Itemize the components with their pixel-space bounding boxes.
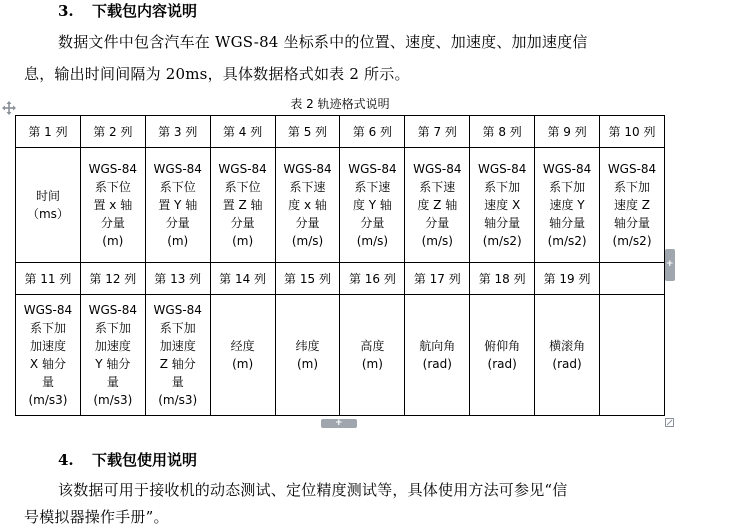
table-cell-text: WGS-84 系下加 速度 Z 轴分量 (m/s2)	[607, 162, 657, 248]
table-cell-text: 第 12 列	[89, 271, 137, 286]
column-header-cell	[340, 263, 405, 295]
column-header-cell	[405, 263, 470, 295]
field-description-cell	[80, 295, 145, 416]
resize-corner-icon[interactable]	[665, 418, 674, 427]
section-3-number: 3.	[58, 2, 74, 20]
column-header-cell	[80, 263, 145, 295]
table-cell-text: 第 1 列	[28, 124, 68, 139]
trajectory-format-table	[15, 115, 665, 416]
table-cell-text: 第 17 列	[413, 271, 461, 286]
column-header-cell	[275, 116, 340, 148]
column-header-cell	[275, 263, 340, 295]
table-header-row-2	[16, 263, 665, 295]
section-3-title: 下载包内容说明	[92, 2, 198, 20]
field-description-cell	[275, 148, 340, 263]
column-header-cell	[340, 116, 405, 148]
section-4-heading	[58, 449, 197, 470]
table-cell-text: 第 11 列	[24, 271, 72, 286]
table-cell-text: WGS-84 系下位 置 x 轴 分量 (m)	[88, 162, 138, 248]
column-header-cell	[210, 263, 275, 295]
table-caption: 表 2 轨迹格式说明	[290, 97, 390, 111]
column-header-cell	[16, 116, 81, 148]
table-cell-text: WGS-84 系下加 速度 X 轴分量 (m/s2)	[477, 162, 527, 248]
column-header-cell	[600, 263, 665, 295]
table-cell-text: 第 4 列	[222, 124, 263, 139]
table-cell-text: 第 14 列	[219, 271, 267, 286]
table-cell-text: 第 3 列	[158, 124, 198, 139]
field-description-cell	[340, 148, 405, 263]
column-header-cell	[600, 116, 665, 148]
table-cell-text: WGS-84 系下速 度 Z 轴 分量 (m/s)	[413, 162, 462, 248]
field-description-cell	[210, 295, 275, 416]
table-cell-text: WGS-84 系下加 速度 Y 轴分量 (m/s2)	[542, 162, 592, 248]
table-cell-text: 第 19 列	[543, 271, 591, 286]
field-description-cell	[405, 295, 470, 416]
table-header-row-1	[16, 116, 665, 148]
section-4-paragraph-line-2: 号模拟器操作手册”。	[24, 508, 169, 526]
table-cell-text: 第 15 列	[284, 271, 331, 286]
field-description-cell	[470, 295, 535, 416]
table-cell-text: WGS-84 系下速 度 Y 轴 分量 (m/s)	[348, 162, 397, 248]
table-cell-text: 第 10 列	[608, 124, 656, 139]
section-3-paragraph-line-1: 数据文件中包含汽车在 WGS-84 坐标系中的位置、速度、加速度、加加速度信	[58, 33, 588, 51]
section-4-title: 下载包使用说明	[92, 451, 198, 469]
table-cell-text: 第 6 列	[352, 124, 393, 139]
table-cell-text: 第 18 列	[478, 271, 526, 286]
column-header-cell	[470, 263, 535, 295]
field-description-cell	[340, 295, 405, 416]
column-header-cell	[535, 116, 600, 148]
column-header-cell	[210, 116, 275, 148]
table-cell-text: 第 13 列	[154, 271, 202, 286]
column-header-cell	[145, 116, 210, 148]
plus-icon: +	[335, 418, 343, 428]
table-body-row-2	[16, 295, 665, 416]
table-cell-text: 时间 （ms）	[26, 189, 69, 221]
column-header-cell	[80, 116, 145, 148]
column-header-cell	[405, 116, 470, 148]
table-cell-text: WGS-84 系下加 加速度 Y 轴分 量 (m/s3)	[88, 303, 138, 407]
column-header-cell	[535, 263, 600, 295]
table-cell-text: 航向角 (rad)	[419, 339, 456, 371]
field-description-cell	[600, 295, 665, 416]
table-cell-text: 第 2 列	[93, 124, 133, 139]
field-description-cell	[16, 295, 81, 416]
table-cell-text: 经度 (m)	[230, 339, 255, 371]
add-row-handle[interactable]	[321, 419, 357, 428]
field-description-cell	[210, 148, 275, 263]
field-description-cell	[535, 295, 600, 416]
field-description-cell	[470, 148, 535, 263]
field-description-cell	[16, 148, 81, 263]
table-cell-text: WGS-84 系下速 度 x 轴 分量 (m/s)	[283, 162, 332, 248]
table-cell-text: WGS-84 系下位 置 Z 轴 分量 (m)	[218, 162, 267, 248]
table-cell-text: 横滚角 (rad)	[549, 339, 586, 371]
table-cell-text: 第 16 列	[348, 271, 396, 286]
section-4-paragraph-line-1: 该数据可用于接收机的动态测试、定位精度测试等，具体使用方法可参见“信	[58, 481, 568, 499]
field-description-cell	[275, 295, 340, 416]
section-3-heading	[58, 0, 197, 21]
field-description-cell	[535, 148, 600, 263]
field-description-cell	[145, 295, 210, 416]
table-cell-text: 俯仰角 (rad)	[484, 339, 521, 371]
add-column-handle[interactable]	[665, 249, 675, 281]
table-cell-text: WGS-84 系下加 加速度 Z 轴分 量 (m/s3)	[153, 303, 202, 407]
table-cell-text: 纬度 (m)	[295, 339, 320, 371]
column-header-cell	[145, 263, 210, 295]
field-description-cell	[145, 148, 210, 263]
column-header-cell	[470, 116, 535, 148]
table-body-row-1	[16, 148, 665, 263]
table-cell-text: WGS-84 系下加 加速度 X 轴分 量 (m/s3)	[23, 303, 73, 407]
table-cell-text: 高度 (m)	[360, 339, 385, 371]
table-cell-text: 第 7 列	[417, 124, 457, 139]
section-3-paragraph-line-2: 息，输出时间间隔为 20ms，具体数据格式如表 2 所示。	[24, 65, 410, 83]
table-cell-text: 第 5 列	[287, 124, 328, 139]
field-description-cell	[80, 148, 145, 263]
field-description-cell	[600, 148, 665, 263]
table-cell-text: 第 8 列	[482, 124, 522, 139]
table-cell-text: WGS-84 系下位 置 Y 轴 分量 (m)	[153, 162, 202, 248]
field-description-cell	[405, 148, 470, 263]
plus-icon: +	[666, 259, 674, 269]
move-cross-icon[interactable]	[2, 101, 16, 115]
section-4-number: 4.	[58, 451, 74, 469]
table-cell-text: 第 9 列	[547, 124, 587, 139]
column-header-cell	[16, 263, 81, 295]
